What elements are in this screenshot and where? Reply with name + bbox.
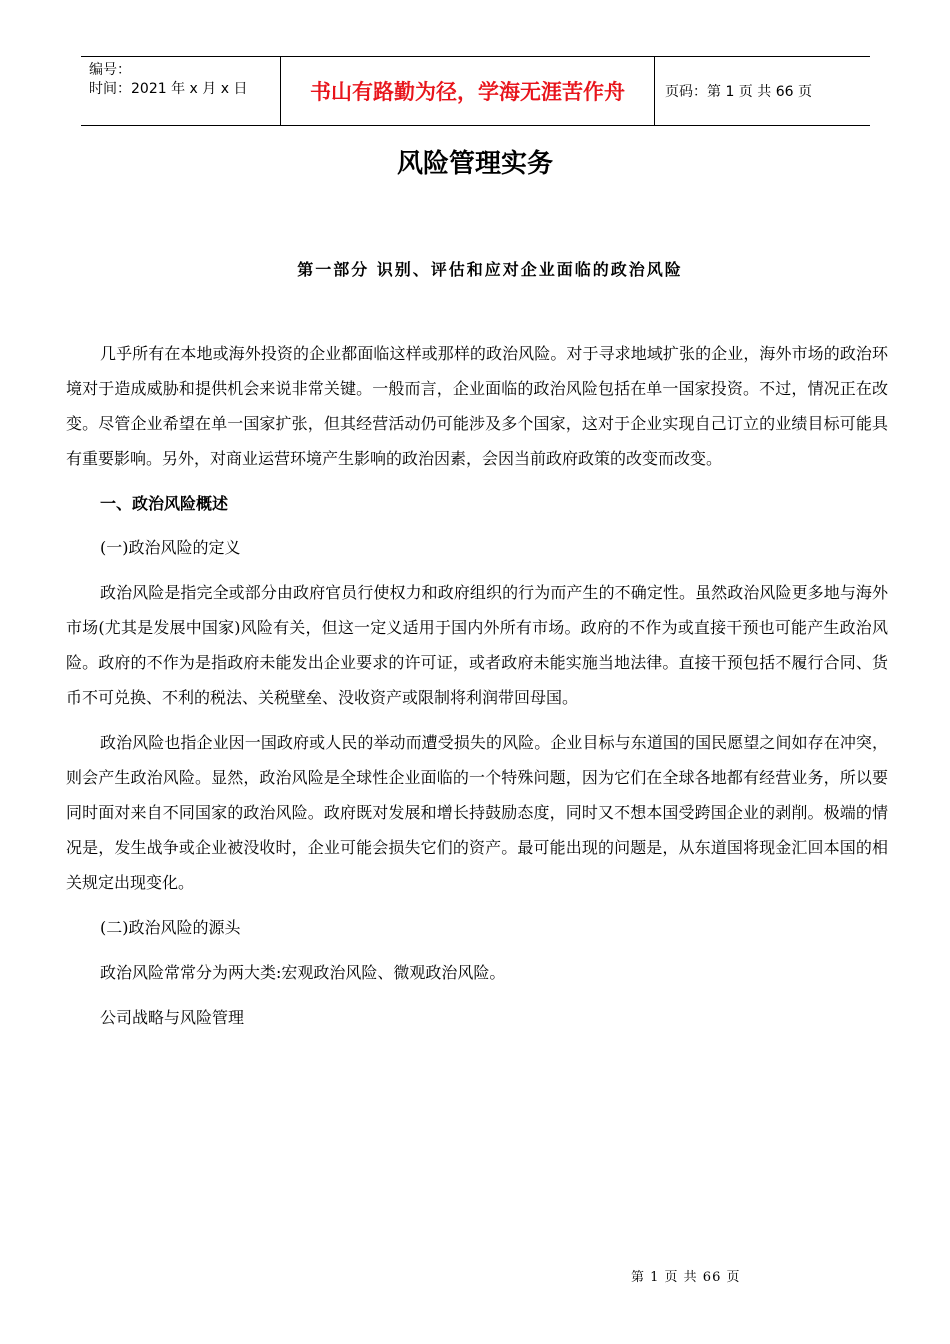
definition-paragraph: 政治风险是指完全或部分由政府官员行使权力和政府组织的行为而产生的不确定性。虽然政治风险更多地与海外市场(尤其是发展中国家)风险有关，但这一定义适用于国内外所有市场。政府的不作为或直接干预也可能产生政治风险。政府的不作为是指政府未能发出企业要求的许可证，或者政府未能实施当地法律。直接干预包括不履行合同、货币不可兑换、不利的税法、关税壁垒、没收资产或限制将利润带回母国。 xyxy=(66,583,888,707)
header-meta-cell xyxy=(81,57,281,125)
document-title: 风险管理实务 xyxy=(396,149,553,179)
subsection-heading: (二)政治风险的源头 xyxy=(100,918,241,937)
definition-paragraph-2: 政治风险也指企业因一国政府或人民的举动而遭受损失的风险。企业目标与东道国的国民愿望之间如存在冲突，则会产生政治风险。显然，政治风险是全球性企业面临的一个特殊问题，因为它们在全球各地都有经营业务，所以要同时面对来自不同国家的政治风险。政府既对发展和增长持鼓励态度，同时又不想本国受跨国企业的剥削。极端的情况是，发生战争或企业被没收时，企业可能会损失它们的资产。最可能出现的问题是，从东道国将现金汇回本国的相关规定出现变化。 xyxy=(66,733,888,892)
intro-paragraph: 几乎所有在本地或海外投资的企业都面临这样或那样的政治风险。对于寻求地域扩张的企业，海外市场的政治环境对于造成威胁和提供机会来说非常关键。一般而言，企业面临的政治风险包括在单一国家投资。不过，情况正在改变。尽管企业希望在单一国家扩张，但其经营活动仍可能涉及多个国家，这对于企业实现自己订立的业绩目标可能具有重要影响。另外，对商业运营环境产生影响的政治因素，会因当前政府政策的改变而改变。 xyxy=(66,344,888,468)
part-title: 第一部分 识别、评估和应对企业面临的政治风险 xyxy=(297,260,683,279)
subsection-heading: (一)政治风险的定义 xyxy=(100,538,241,557)
sources-paragraph: 政治风险常常分为两大类:宏观政治风险、微观政治风险。 xyxy=(100,963,506,982)
page-footer: 第 1 页 共 66 页 xyxy=(631,1270,741,1285)
document-body xyxy=(66,336,888,1045)
document-number-label: 编号： xyxy=(89,62,131,78)
header-motto: 书山有路勤为径，学海无涯苦作舟 xyxy=(281,57,655,125)
document-date: 时间：2021 年 x 月 x 日 xyxy=(89,81,248,97)
header-page-info: 页码：第 1 页 共 66 页 xyxy=(665,84,812,100)
trailing-text: 公司战略与风险管理 xyxy=(100,1008,245,1027)
section-heading: 一、政治风险概述 xyxy=(100,494,229,513)
header-table xyxy=(81,56,870,126)
